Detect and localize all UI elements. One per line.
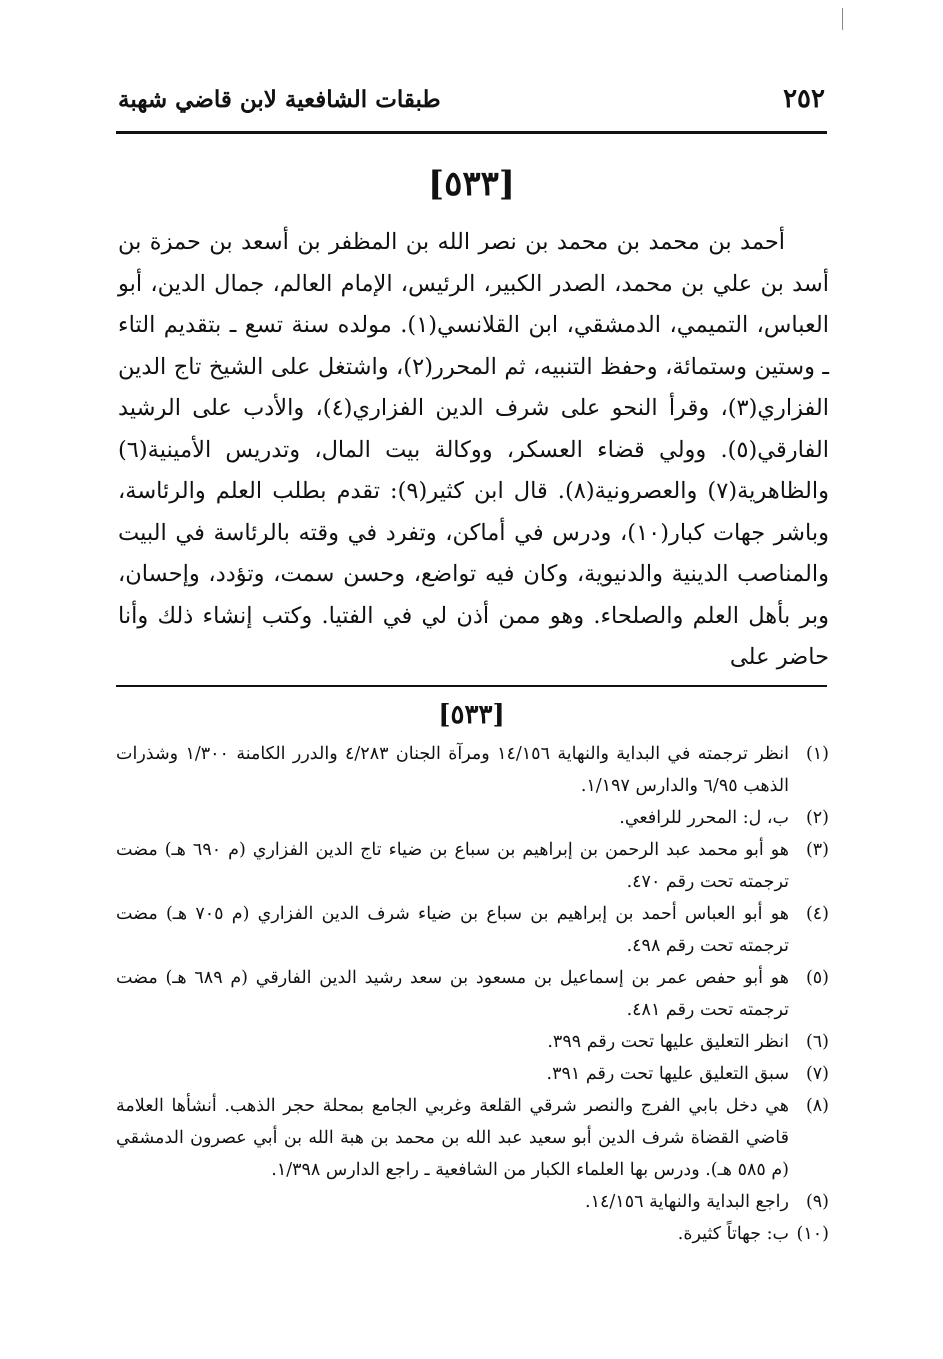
footnote-item bbox=[116, 834, 829, 898]
footnote-text: سبق التعليق عليها تحت رقم ٣٩١. bbox=[546, 1064, 789, 1084]
footnote-item bbox=[116, 898, 829, 962]
biography-body bbox=[118, 222, 829, 679]
footnote-item bbox=[116, 802, 829, 834]
footnote-marker: (١) bbox=[805, 744, 829, 764]
footnote-item bbox=[116, 738, 829, 802]
entry-number: [٥٣٣] bbox=[428, 164, 515, 204]
footnote-text: انظر ترجمته في البداية والنهاية ١٤/١٥٦ ومرآة الجنان ٤/٢٨٣ والدرر الكامنة ١/٣٠٠ وشذرات الذهب ٦/٩٥ والدارس ١/١٩٧. bbox=[116, 744, 789, 796]
footnote-text: هو أبو حفص عمر بن إسماعيل بن مسعود بن سعد رشيد الدين الفارقي (م ٦٨٩ هـ) مضت ترجمته تحت رقم ٤٨١. bbox=[116, 968, 790, 1020]
scan-artifact-mark bbox=[842, 8, 843, 30]
page-number: ٢٥٢ bbox=[783, 84, 825, 114]
footnote-item bbox=[116, 1218, 829, 1250]
footnote-divider bbox=[116, 685, 827, 687]
footnote-marker: (٢) bbox=[805, 808, 829, 828]
footnote-marker: (٣) bbox=[805, 840, 829, 860]
biography-paragraph: أحمد بن محمد بن محمد بن نصر الله بن المظفر بن أسعد بن حمزة بن أسد بن علي بن محمد، الصدر الكبير، الرئيس، الإمام العالم، جمال الدين، أبو العباس، التميمي، الدمشقي، ابن القلانسي(١). مولده سنة تسع ـ بتقديم التاء ـ وستين وستمائة، وحفظ التنبيه، ثم المحرر(٢)، واشتغل على الشيخ تاج الدين الفزاري(٣)، وقرأ النحو على شرف الدين الفزاري(٤)، والأدب على الرشيد الفارقي(٥). وولي قضاء العسكر، ووكالة بيت المال، وتدريس الأمينية(٦) والظاهرية(٧) والعصرونية(٨). قال ابن كثير(٩): تقدم بطلب العلم والرئاسة، وباشر جهات كبار(١٠)، ودرس في أماكن، وتفرد في وقته بالرئاسة في البيت والمناصب الدينية والدنيوية، وكان فيه تواضع، وحسن سمت، وتؤدد، وإحسان، وبر بأهل العلم والصلحاء. وهو ممن أذن لي في الفتيا. وكتب إنشاء ذلك وأنا حاضر على bbox=[118, 229, 830, 670]
footnotes-list bbox=[116, 738, 829, 1250]
running-title: طبقات الشافعية لابن قاضي شهبة bbox=[118, 86, 441, 113]
footnote-text: هو أبو العباس أحمد بن إبراهيم بن سباع بن ضياء شرف الدين الفزاري (م ٧٠٥ هـ) مضت ترجمته تحت رقم ٤٩٨. bbox=[116, 904, 790, 956]
footnote-text: ب: جهاتاً كثيرة. bbox=[677, 1224, 789, 1244]
header-divider bbox=[116, 131, 827, 134]
footnote-item bbox=[116, 962, 829, 1026]
footnote-marker: (٥) bbox=[805, 968, 829, 988]
footnote-item bbox=[116, 1186, 829, 1218]
footnote-item bbox=[116, 1090, 829, 1186]
footnote-marker: (١٠) bbox=[796, 1224, 829, 1244]
page-header bbox=[118, 84, 825, 124]
footnote-marker: (٧) bbox=[805, 1064, 829, 1084]
footnote-text: راجع البداية والنهاية ١٤/١٥٦. bbox=[585, 1192, 789, 1212]
footnote-text: انظر التعليق عليها تحت رقم ٣٩٩. bbox=[547, 1032, 789, 1052]
footnote-marker: (٨) bbox=[805, 1096, 829, 1116]
footnote-text: هو أبو محمد عبد الرحمن بن إبراهيم بن سباع بن ضياء تاج الدين الفزاري (م ٦٩٠ هـ) مضت ترجمته تحت رقم ٤٧٠. bbox=[116, 840, 789, 892]
footnote-item bbox=[116, 1058, 829, 1090]
footnote-marker: (٩) bbox=[805, 1192, 829, 1212]
footnote-text: ب، ل: المحرر للرافعي. bbox=[619, 808, 789, 828]
footnote-marker: (٤) bbox=[805, 904, 829, 924]
footnote-marker: (٦) bbox=[805, 1032, 829, 1052]
footnote-text: هي دخل بابي الفرج والنصر شرقي القلعة وغربي الجامع بمحلة حجر الذهب. أنشأها العلامة قاضي القضاة شرف الدين أبو سعيد عبد الله بن محمد بن هبة الله بن أبي عصرون الدمشقي (م ٥٨٥ هـ). ودرس بها العلماء الكبار من الشافعية ـ راجع الدارس ١/٣٩٨. bbox=[116, 1096, 789, 1180]
footnote-item bbox=[116, 1026, 829, 1058]
footnote-entry-number: [٥٣٣] bbox=[438, 700, 505, 730]
